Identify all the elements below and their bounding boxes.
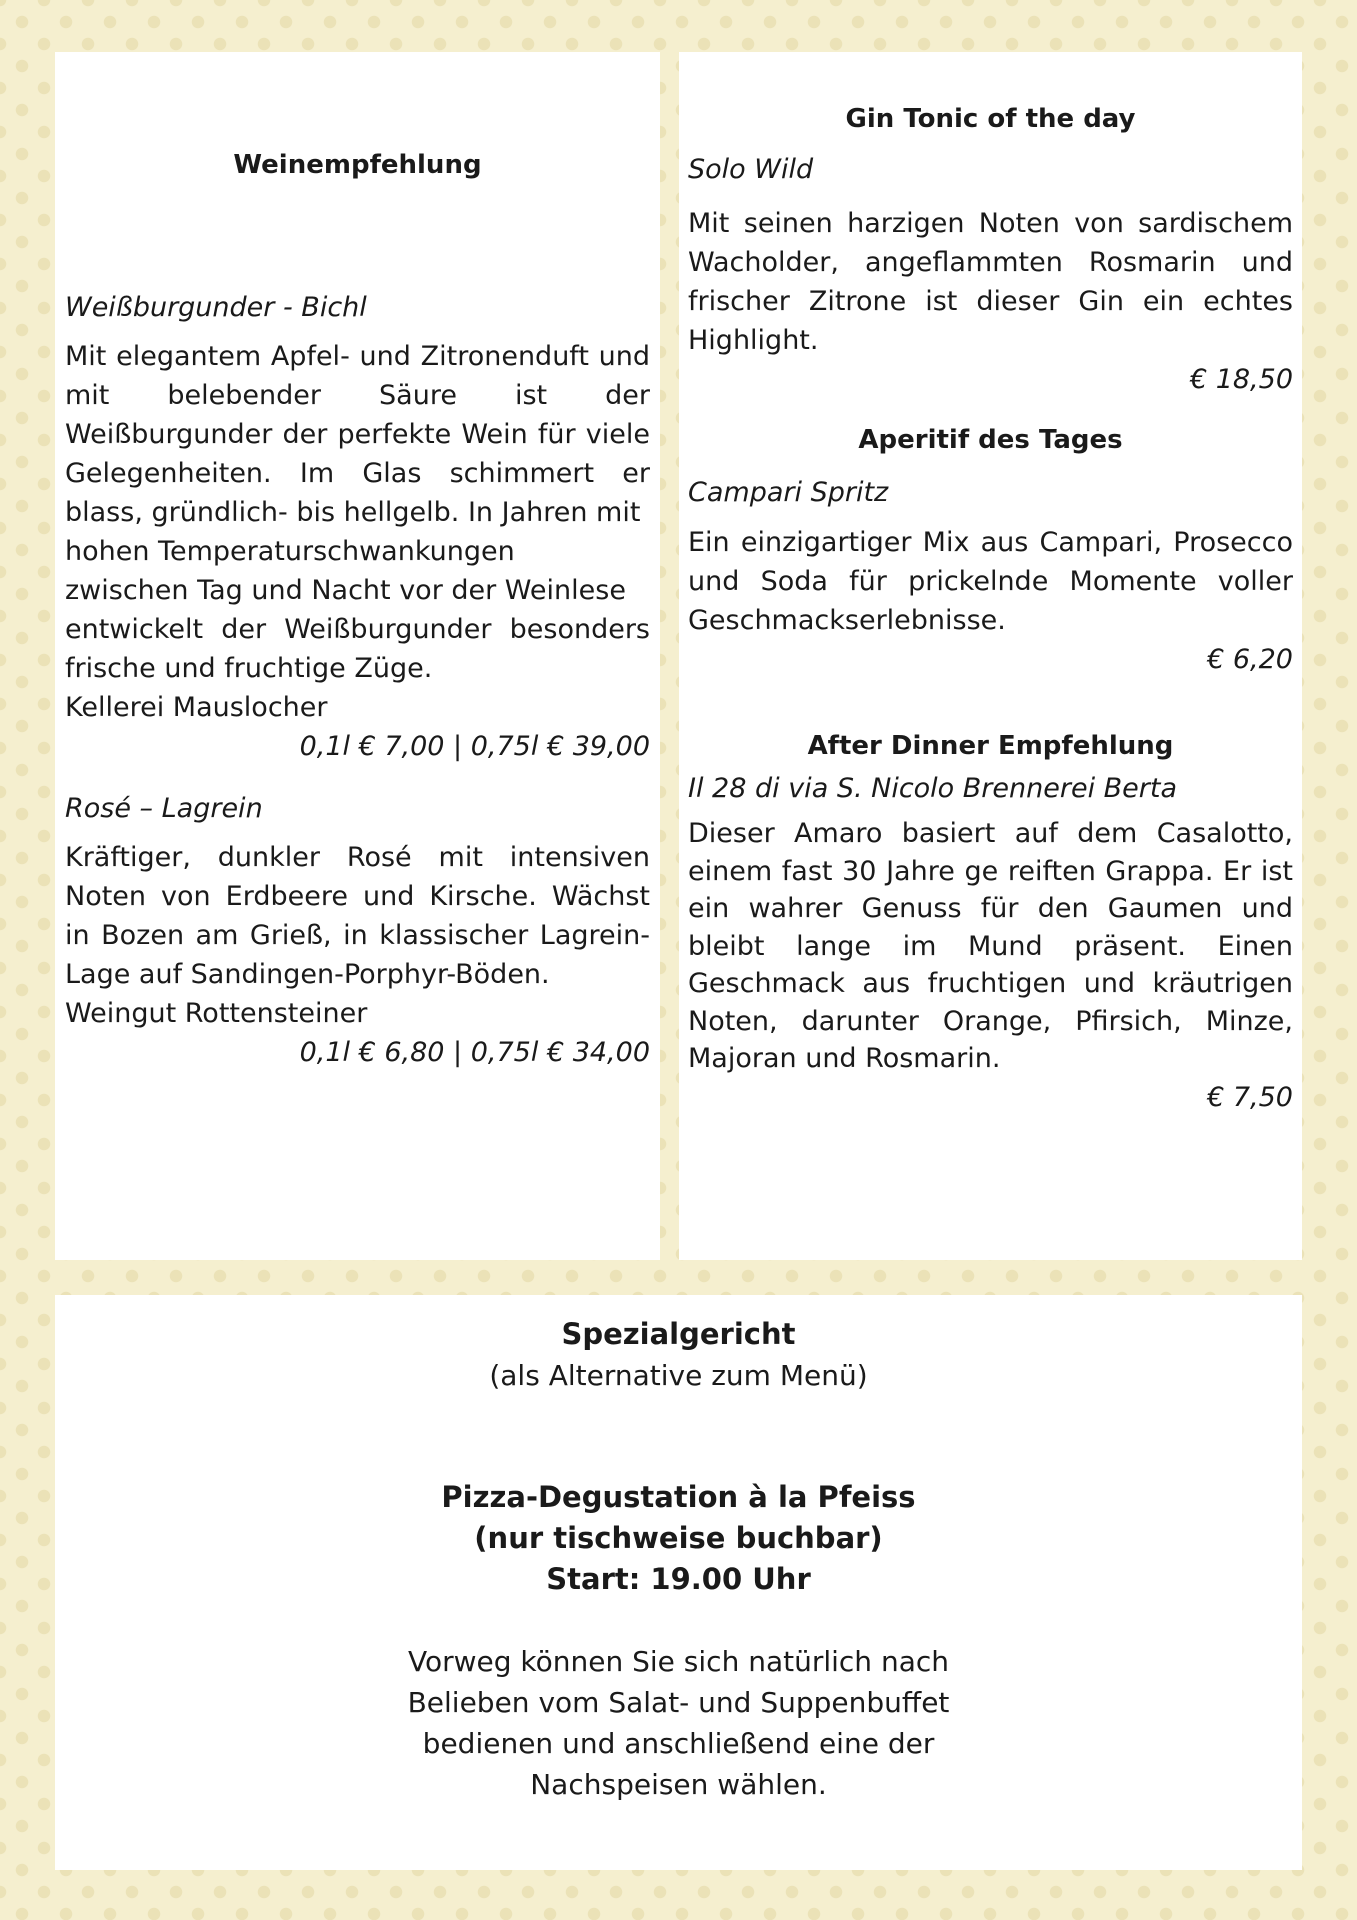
- gin-section: [688, 104, 1293, 399]
- wine-item-producer: Kellerei Mauslocher: [65, 692, 328, 723]
- aperitif-heading: Aperitif des Tages: [858, 425, 1123, 455]
- special-text-line: bedienen und anschließend eine der: [422, 1727, 935, 1760]
- wine-item-rose-lagrein: [65, 789, 650, 1072]
- wine-item-description-line: hohen Temperaturschwankungen: [65, 536, 515, 567]
- special-text-line: Vorweg können Sie sich natürlich nach: [407, 1645, 949, 1678]
- wine-item-price: 0,1l € 6,80 | 0,75l € 34,00: [299, 1037, 650, 1068]
- special-description: [55, 1641, 1302, 1805]
- wine-item-description: entwickelt der Weißburgunder besonders frische und fruchtige Züge.: [65, 614, 650, 684]
- special-dish: [55, 1477, 1302, 1600]
- after-dinner-section: [688, 731, 1293, 1117]
- aperitif-name: Campari Spritz: [688, 477, 889, 508]
- wine-item-description: Kräftiger, dunkler Rosé mit intensiven Noten von Erdbeere und Kirsche. Wächst in Bozen am Grieß, in klassischer Lagrein-Lage auf Sandingen-Porphyr-Böden.: [65, 842, 650, 990]
- special-title: Spezialgericht: [561, 1317, 796, 1351]
- special-dish-name: Pizza-Degustation à la Pfeiss: [441, 1480, 916, 1514]
- gin-price: € 18,50: [1189, 364, 1293, 395]
- gin-name: Solo Wild: [688, 154, 814, 185]
- wine-panel: [55, 52, 660, 1260]
- special-panel: [55, 1295, 1302, 1870]
- special-subtitle: (als Alternative zum Menü): [489, 1359, 868, 1392]
- wine-item-producer: Weingut Rottensteiner: [65, 998, 368, 1029]
- aperitif-price: € 6,20: [1207, 644, 1293, 675]
- wine-item-name: Weißburgunder - Bichl: [65, 292, 367, 323]
- special-dish-note: (nur tischweise buchbar): [474, 1521, 883, 1555]
- wine-item-name: Rosé – Lagrein: [65, 793, 263, 824]
- special-text-line: Belieben vom Salat- und Suppenbuffet: [407, 1686, 950, 1719]
- after-dinner-description: Dieser Amaro basiert auf dem Casalotto, einem fast 30 Jahre ge reiften Grappa. Er ist ein wahrer Genuss für den Gaumen und bleibt lange im Mund präsent. Einen Geschmack aus fruchtigen und kräutrigen Noten, darunter Orange, Pfirsich, Minze, Majoran und Rosmarin.: [688, 818, 1293, 1074]
- wine-item-description-line: zwischen Tag und Nacht vor der Weinlese: [65, 575, 626, 606]
- special-dish-start-time: Start: 19.00 Uhr: [546, 1562, 811, 1596]
- aperitif-section: [688, 425, 1293, 679]
- special-text-line: Nachspeisen wählen.: [530, 1768, 827, 1801]
- after-dinner-name: Il 28 di via S. Nicolo Brennerei Berta: [688, 773, 1178, 804]
- wine-heading: Weinempfehlung: [233, 150, 482, 180]
- after-dinner-heading: After Dinner Empfehlung: [807, 731, 1174, 761]
- gin-heading: Gin Tonic of the day: [845, 104, 1136, 134]
- wine-item-description: Mit elegantem Apfel- und Zitronenduft und mit belebender Säure ist der Weißburgunder der perfekte Wein für viele Gelegenheiten. Im Glas schimmert er blass, gründlich- bis hellgelb. In Jahren mit: [65, 341, 650, 528]
- after-dinner-price: € 7,50: [1207, 1081, 1293, 1113]
- wine-item-weissburgunder: [65, 288, 650, 766]
- aperitif-description: Ein einzigartiger Mix aus Campari, Prosecco und Soda für prickelnde Momente voller Geschmackserlebnisse.: [688, 527, 1293, 636]
- wine-item-price: 0,1l € 7,00 | 0,75l € 39,00: [299, 731, 650, 762]
- drinks-panel: [679, 52, 1302, 1260]
- gin-description: Mit seinen harzigen Noten von sardischem Wacholder, angeflammten Rosmarin und frischer Zitrone ist dieser Gin ein echtes Highlight.: [688, 208, 1293, 356]
